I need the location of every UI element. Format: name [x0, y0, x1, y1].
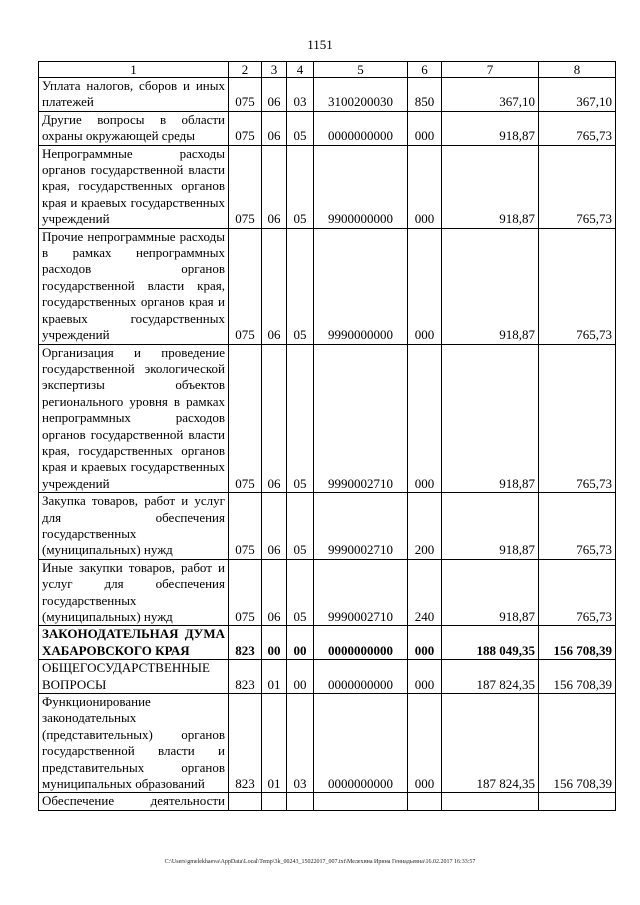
subsection-code: 03 — [287, 78, 314, 112]
expense-type-code: 000 — [408, 626, 442, 660]
ministry-code: 075 — [229, 145, 262, 228]
table-row — [39, 493, 616, 560]
subsection-code: 03 — [287, 694, 314, 793]
expense-type-code: 850 — [408, 78, 442, 112]
row-name: Закупка товаров, работ и услуг для обеспечения государственных (муниципальных) нужд — [39, 493, 229, 560]
amount-col7: 918,87 — [442, 344, 539, 493]
file-path-footer: C:\Users\gmelekhaeva\AppData\Local\Temp\3k_00243_15022017_007.txt\Мелехина Ирина Геннадьевна\16.02.2017 16:33:57 — [164, 859, 476, 865]
section-code: 06 — [262, 344, 287, 493]
amount-col7: 187 824,35 — [442, 660, 539, 694]
row-name: Другие вопросы в области охраны окружающей среды — [39, 111, 229, 145]
row-name: ОБЩЕГОСУДАРСТВЕННЫЕ ВОПРОСЫ — [39, 660, 229, 694]
amount-col8: 765,73 — [539, 559, 616, 626]
amount-col8: 765,73 — [539, 228, 616, 344]
amount-col7: 367,10 — [442, 78, 539, 112]
row-name: Организация и проведение государственной экологической экспертизы объектов регионального уровня в рамках непрограммных расходов органов государственной власти края, государственных органов края и краевых государственных учреждений — [39, 344, 229, 493]
amount-col7: 918,87 — [442, 111, 539, 145]
target-code: 0000000000 — [314, 111, 408, 145]
row-name: Уплата налогов, сборов и иных платежей — [39, 78, 229, 112]
amount-col8: 765,73 — [539, 493, 616, 560]
target-code: 9900000000 — [314, 145, 408, 228]
table-row-continued — [39, 793, 616, 810]
expense-type-code: 000 — [408, 344, 442, 493]
expense-type-code: 000 — [408, 228, 442, 344]
subsection-code: 05 — [287, 228, 314, 344]
amount-col7: 918,87 — [442, 559, 539, 626]
table-row — [39, 559, 616, 626]
column-header: 7 — [442, 62, 539, 78]
section-code: 06 — [262, 493, 287, 560]
table-row — [39, 78, 616, 112]
ministry-code — [229, 793, 262, 810]
ministry-code: 823 — [229, 626, 262, 660]
target-code: 9990000000 — [314, 228, 408, 344]
expense-type-code — [408, 793, 442, 810]
target-code: 9990002710 — [314, 344, 408, 493]
row-name: Прочие непрограммные расходы в рамках непрограммных расходов органов государственной власти края, государственных органов края и краевых государственных учреждений — [39, 228, 229, 344]
amount-col7 — [442, 793, 539, 810]
table-row — [39, 228, 616, 344]
table-row-ministry — [39, 626, 616, 660]
expense-type-code: 240 — [408, 559, 442, 626]
ministry-code: 075 — [229, 344, 262, 493]
target-code: 0000000000 — [314, 660, 408, 694]
subsection-code: 05 — [287, 145, 314, 228]
table-row — [39, 660, 616, 694]
subsection-code: 00 — [287, 660, 314, 694]
subsection-code: 05 — [287, 493, 314, 560]
section-code: 01 — [262, 694, 287, 793]
column-header: 8 — [539, 62, 616, 78]
column-header-row — [39, 62, 616, 78]
column-header: 3 — [262, 62, 287, 78]
section-code: 06 — [262, 111, 287, 145]
subsection-code — [287, 793, 314, 810]
subsection-code: 00 — [287, 626, 314, 660]
column-header: 4 — [287, 62, 314, 78]
target-code: 0000000000 — [314, 626, 408, 660]
section-code — [262, 793, 287, 810]
target-code — [314, 793, 408, 810]
section-code: 00 — [262, 626, 287, 660]
ministry-code: 075 — [229, 559, 262, 626]
row-name: ЗАКОНОДАТЕЛЬНАЯ ДУМА ХАБАРОВСКОГО КРАЯ — [39, 626, 229, 660]
row-name: Функционирование законодательных (представительных) органов государственной власти и представительных органов муниципальных образований — [39, 694, 229, 793]
target-code: 9990002710 — [314, 493, 408, 560]
subsection-code: 05 — [287, 559, 314, 626]
amount-col8: 765,73 — [539, 145, 616, 228]
amount-col8: 367,10 — [539, 78, 616, 112]
amount-col8: 156 708,39 — [539, 660, 616, 694]
subsection-code: 05 — [287, 111, 314, 145]
amount-col7: 918,87 — [442, 493, 539, 560]
page-number: 1151 — [307, 37, 333, 52]
section-code: 01 — [262, 660, 287, 694]
section-code: 06 — [262, 559, 287, 626]
expense-type-code: 000 — [408, 145, 442, 228]
expense-type-code: 000 — [408, 660, 442, 694]
amount-col8: 156 708,39 — [539, 694, 616, 793]
amount-col7: 918,87 — [442, 145, 539, 228]
section-code: 06 — [262, 78, 287, 112]
column-header: 6 — [408, 62, 442, 78]
expense-type-code: 000 — [408, 694, 442, 793]
row-name: Иные закупки товаров, работ и услуг для обеспечения государственных (муниципальных) нужд — [39, 559, 229, 626]
section-code: 06 — [262, 228, 287, 344]
ministry-code: 823 — [229, 660, 262, 694]
column-header: 1 — [39, 62, 229, 78]
amount-col7: 918,87 — [442, 228, 539, 344]
budget-table — [38, 61, 616, 811]
ministry-code: 075 — [229, 228, 262, 344]
column-header: 5 — [314, 62, 408, 78]
ministry-code: 075 — [229, 111, 262, 145]
ministry-code: 075 — [229, 78, 262, 112]
target-code: 9990002710 — [314, 559, 408, 626]
amount-col8: 156 708,39 — [539, 626, 616, 660]
table-row — [39, 694, 616, 793]
target-code: 3100200030 — [314, 78, 408, 112]
amount-col7: 188 049,35 — [442, 626, 539, 660]
subsection-code: 05 — [287, 344, 314, 493]
expense-type-code: 000 — [408, 111, 442, 145]
table-row — [39, 111, 616, 145]
row-name: Непрограммные расходы органов государственной власти края, государственных органов края и краевых государственных учреждений — [39, 145, 229, 228]
expense-type-code: 200 — [408, 493, 442, 560]
amount-col7: 187 824,35 — [442, 694, 539, 793]
amount-col8 — [539, 793, 616, 810]
ministry-code: 075 — [229, 493, 262, 560]
amount-col8: 765,73 — [539, 344, 616, 493]
table-row — [39, 344, 616, 493]
table-row — [39, 145, 616, 228]
row-name: Обеспечение деятельности — [39, 793, 229, 810]
ministry-code: 823 — [229, 694, 262, 793]
amount-col8: 765,73 — [539, 111, 616, 145]
target-code: 0000000000 — [314, 694, 408, 793]
column-header: 2 — [229, 62, 262, 78]
section-code: 06 — [262, 145, 287, 228]
